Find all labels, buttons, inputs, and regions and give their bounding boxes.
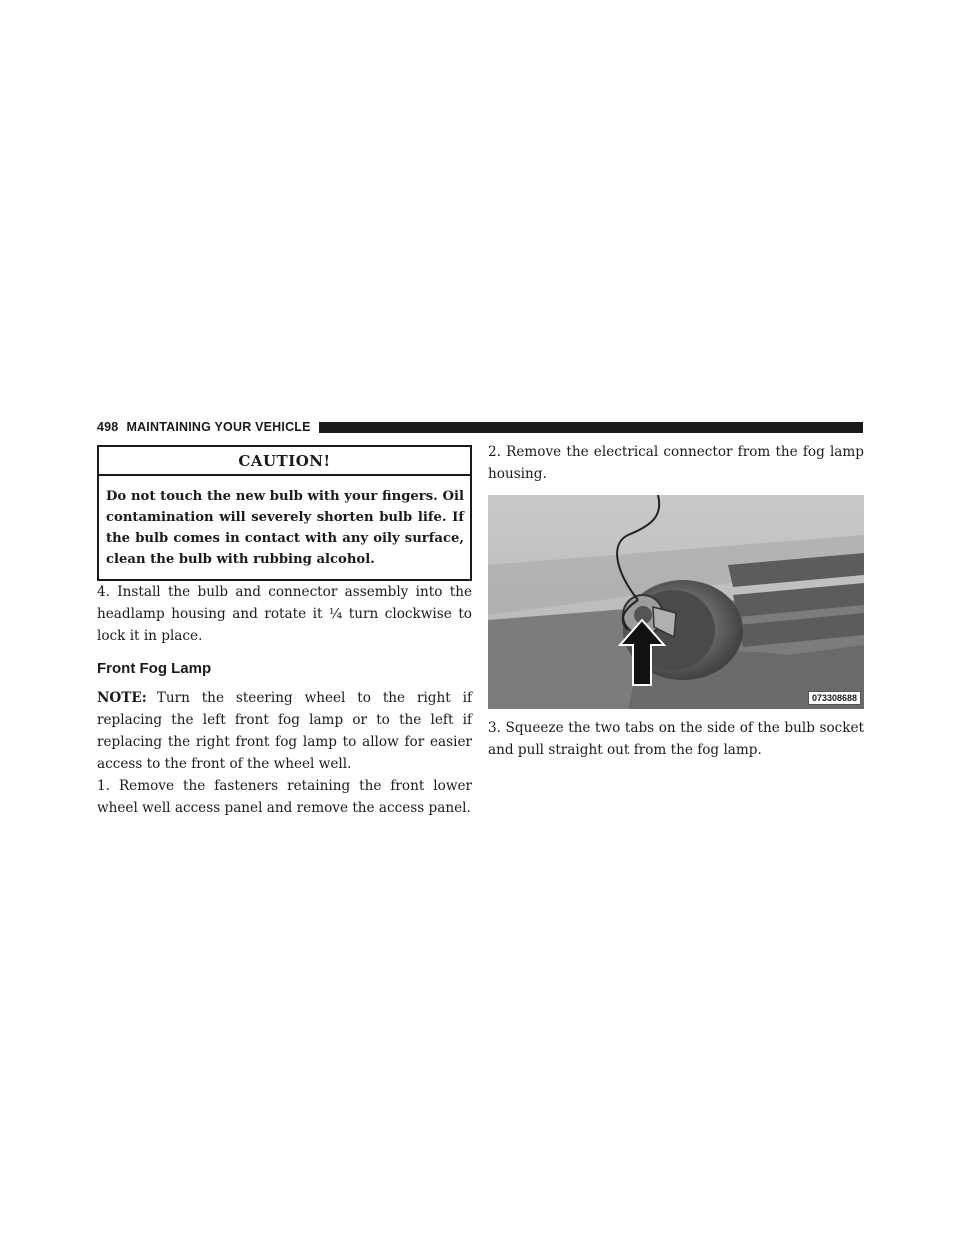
page-number: 498 <box>97 420 119 434</box>
page-header <box>97 418 863 436</box>
fog-lamp-photo <box>488 495 864 709</box>
figure-code: 073308688 <box>808 691 861 705</box>
right-column <box>488 441 864 761</box>
caution-text: Do not touch the new bulb with your fingers. Oil contamination will severely shorten bulb life. If the bulb comes in contact with any oily surface, clean the bulb with rubbing alcohol. <box>106 489 464 567</box>
header-rule <box>319 422 863 433</box>
caution-box <box>97 445 472 581</box>
step-4-text: 4. Install the bulb and connector assembly into the headlamp housing and rotate it ¼ turn clockwise to lock it in place. <box>97 584 472 644</box>
caution-title: CAUTION! <box>99 447 470 476</box>
step-2-text: 2. Remove the electrical connector from the fog lamp housing. <box>488 444 864 482</box>
left-column <box>97 445 472 819</box>
fog-lamp-illustration <box>488 495 864 709</box>
step-3-text: 3. Squeeze the two tabs on the side of the bulb socket and pull straight out from the fog lamp. <box>488 720 864 758</box>
section-title: MAINTAINING YOUR VEHICLE <box>126 420 311 434</box>
note-text: Turn the steering wheel to the right if replacing the left front fog lamp or to the left if replacing the right front fog lamp to allow for easier access to the front of the wheel well. <box>97 690 472 772</box>
front-fog-lamp-heading: Front Fog Lamp <box>97 660 212 677</box>
note-label: NOTE: <box>97 690 147 706</box>
note-paragraph <box>97 687 472 775</box>
step-1-text: 1. Remove the fasteners retaining the front lower wheel well access panel and remove the access panel. <box>97 778 472 816</box>
